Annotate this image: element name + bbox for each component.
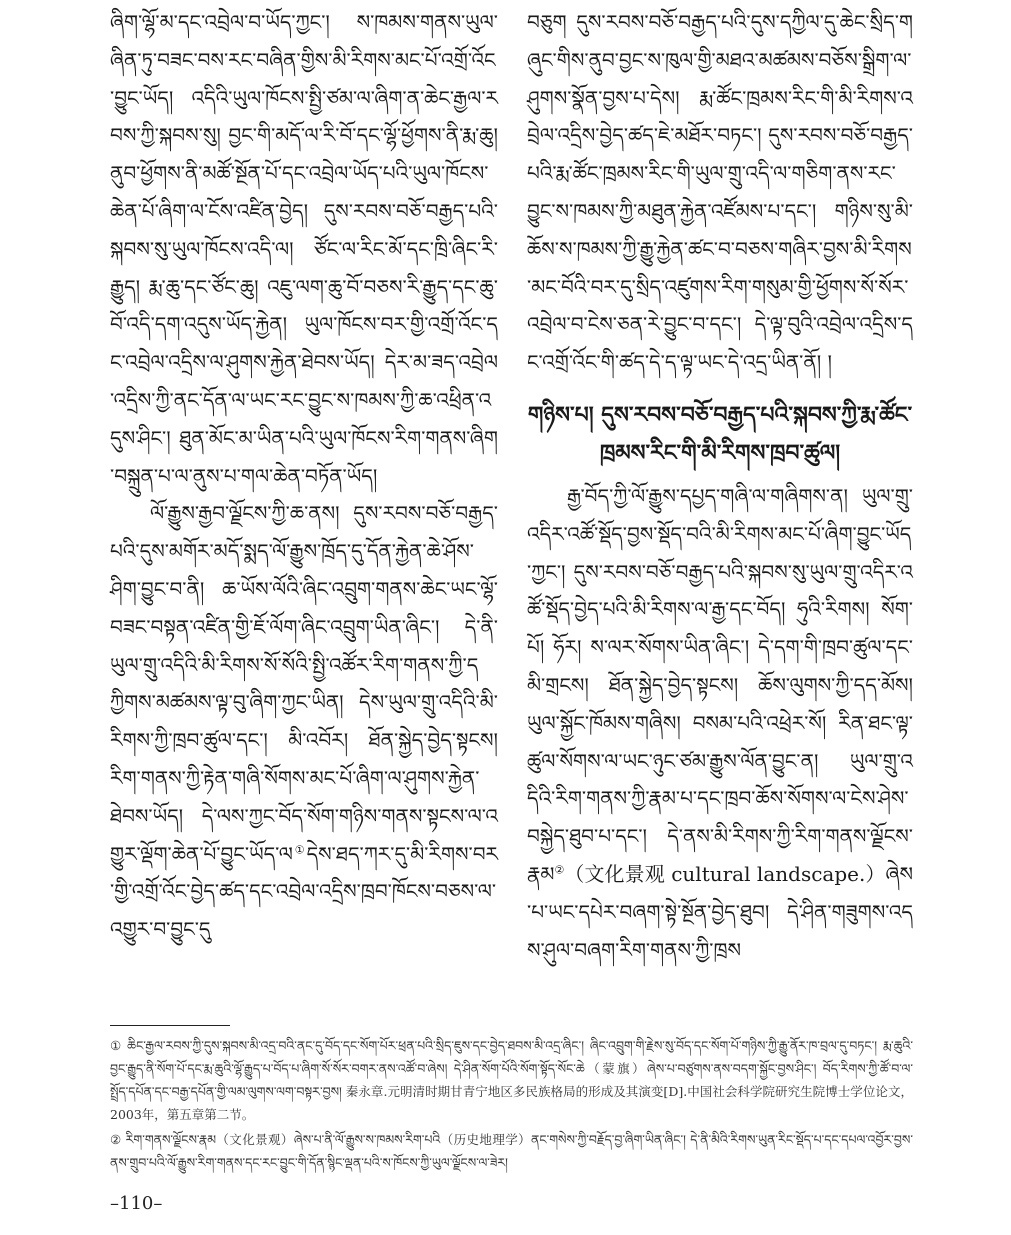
page-number: –110– — [110, 1193, 163, 1214]
paragraph-text: （文化景观 cultural landscape.） — [564, 861, 886, 886]
footnote-reference[interactable]: ① — [292, 842, 307, 856]
footnote — [110, 1034, 913, 1126]
footnote-reference[interactable]: ② — [554, 863, 565, 877]
body-paragraph — [110, 495, 498, 949]
footnote-text: ཆིང་རྒྱལ་རབས་ཀྱི་དུས་སྐབས་མི་འདྲ་བའི་ནང་དུ་བོད་དང་སོག་པོར་ཕྲན་པའི་སྲིད་ཇུས་དང་བྱེད་ཐབས་མི་འདྲ་ཞིང་། ཞིང་འབྲུག་གི་རྗེས་སུ་བོད་དང་སོག་པོ་གཉིས་ཀྱི་རྒྱུ་ནོར་ཁ་བྲལ་དུ་བཏང་། རྨ་ཆུའི་བྱང་རྒྱུད་ནི་སོག་པོ་དང་རྨ་ཆུའི་ལྷོ་རྒྱུད་པ་བོད་པ་ཞིག་སོ་སོར་བགར་ནས་འཚོ་བ་ཞེས། དེ་ཤིན་སོག་པོའི་སོག་སྟོད་སོང་ཆེ（蒙旗）ཞེས་པ་བཙུགས་ནས་བདག་སྐྱོང་བྱས་ཤིང་། བོད་རིགས་ཀྱི་ཚོ་བ་ལ་སྤྲོད་དཔོན་དང་བརྒྱ་དཔོན་གྱི་ལམ་ལུགས་ལག་བསྟར་བྱས། 秦永章.元明清时期甘青宁地区多民族格局的形成及其演变[D].中国社会科学院研究生院博士学位论文，2003年，第五章第二节。 — [110, 1038, 913, 1122]
footnote — [110, 1128, 913, 1174]
footnote-mark: ② — [110, 1132, 122, 1147]
paragraph-text: རྒྱ་བོད་ཀྱི་ལོ་རྒྱུས་དཔྱད་གཞི་ལ་གཞིགས་ན། ཡུལ་གྲུ་འདིར་འཚོ་སྡོད་བྱས་སྡོད་བའི་མི་རིགས་མང་པོ་ཞིག་བྱུང་ཡོད་ཀྱང་། དུས་རབས་བཅོ་བརྒྱད་པའི་སྐབས་སུ་ཡུལ་གྲུ་འདིར་འཚོ་སྡོད་བྱེད་པའི་མི་རིགས་ལ་རྒྱ་དང་བོད། ཧུའི་རིགས། སོག་པོ། ཧོར། ས་ལར་སོགས་ཡིན་ཞིང་། དེ་དག་གི་ཁྲབ་ཚུལ་དང་མི་གྲངས། ཐོན་སྐྱེད་བྱེད་སྟངས། ཆོས་ལུགས་ཀྱི་དད་མོས། ཡུལ་སྐྱོང་ཁོམས་གཞིས། བསམ་པའི་འཕྲེར་སོ། རིན་ཐང་ལྟ་ཚུལ་སོགས་ལ་ཡང་ཉུང་ཙམ་རྒྱུས་ལོན་བྱུང་ན། ཡུལ་གྲུ་འདིའི་རིག་གནས་ཀྱི་རྣམ་པ་དང་ཁྲབ་ཆོས་སོགས་ལ་ངེས་ཤེས་བསྐྱེད་ཐུབ་པ་དང་། དེ་ནས་མི་རིགས་ཀྱི་རིག་གནས་ལྗོངས་རྣམ — [527, 483, 913, 886]
body-paragraph — [527, 478, 913, 969]
paragraph-text: ཞེས་པ་ཡང་དཔེར་བཞག་སྟེ་སྔོན་བྱེད་ཐུབ། དེ་ཤིན་གཟུགས་འདས་ཤུལ་བཞག་རིག་གནས་ཀྱི་ཁྲས — [527, 861, 913, 962]
section-heading: གཉིས་པ། དུས་རབས་བཅོ་བརྒྱད་པའི་སྐབས་ཀྱི་རྨ་ཚོང་ཁྲམས་རིང་གི་མི་རིགས་ཁྲབ་ཚུལ། — [527, 401, 913, 466]
body-paragraph: ཞིག་ལྷོ་མ་དང་འབྲེལ་བ་ཡོད་ཀྱང་། ས་ཁམས་གནས་ཡུལ་ཞིན་ཏུ་བཟང་བས་རང་བཞིན་གྱིས་མི་རིགས་མང་པོ་འགྲོ་འོང་བྱུང་ཡོད། འདིའི་ཡུལ་ཁོངས་སྤྱི་ཙམ་ལ་ཞིག་ན་ཆེང་རྒྱལ་རབས་ཀྱི་སྐབས་སུ། བྱང་གི་མདོ་ལ་རི་བོ་དང་ལྷོ་ཕྱོགས་ནི་རྨ་ཆུ། ནུབ་ཕྱོགས་ནི་མཚོ་སྔོན་པོ་དང་འབྲེལ་ཡོད་པའི་ཡུལ་ཁོངས་ཆེན་པོ་ཞིག་ལ་ངོས་འཛིན་བྱེད། དུས་རབས་བཅོ་བརྒྱད་པའི་སྐབས་སུ་ཡུལ་ཁོངས་འདི་ལ། ཙོང་ལ་རིང་མོ་དང་ཁྲི་ཞིང་རི་རྒྱུད། རྨ་ཆུ་དང་ཙོང་ཆུ། འཇུ་ལག་ཆུ་བོ་བཅས་རི་རྒྱུད་དང་ཆུ་བོ་འདི་དག་འདུས་ཡོད་རྐྱེན། ཡུལ་ཁོངས་བར་གྱི་འགྲོ་འོང་དང་འབྲེལ་འདྲིས་ལ་ཤུགས་རྐྱེན་ཐེབས་ཡོད། དེར་མ་ཟད་འབྲེལ་འདྲིས་ཀྱི་ནང་དོན་ལ་ཡང་རང་བྱུང་ས་ཁམས་ཀྱི་ཆ་འཕྲིན་འདུས་ཤིང་། ཐུན་མོང་མ་ཡིན་པའི་ཡུལ་ཁོངས་རིག་གནས་ཞིག་བསྐྲུན་པ་ལ་ནུས་པ་གལ་ཆེན་བཏོན་ཡོད། — [110, 10, 498, 488]
footnote-mark: ① — [110, 1038, 124, 1053]
paragraph-text: ལོ་རྒྱུས་རྒྱབ་ལྗོངས་ཀྱི་ཆ་ནས། དུས་རབས་བཅོ་བརྒྱད་པའི་དུས་མགོར་མདོ་སྨད་ལོ་རྒྱུས་ཁྲོད་དུ་དོན་རྐྱེན་ཆེ་ཤོས་ཤིག་བྱུང་བ་ནི། ཆ་ཡོས་ལོའི་ཞིང་འབྲུག་གནས་ཆེང་ཡང་ལྷོ་བཟང་བསྟན་འཛིན་གྱི་ཇོ་ལོག་ཞིང་འབྲུག་ཡིན་ཞིང་། དེ་ནི་ཡུལ་གྲུ་འདིའི་མི་རིགས་སོ་སོའི་སྤྱི་འཚོར་རིག་གནས་ཀྱི་དཀྱིགས་མཚམས་ལྟ་བུ་ཞིག་ཀྱང་ཡིན། དེས་ཡུལ་གྲུ་འདིའི་མི་རིགས་ཀྱི་ཁྲབ་ཚུལ་དང་། མི་འབོར། ཐོན་སྐྱེད་བྱེད་སྟངས། རིག་གནས་ཀྱི་རྟེན་གཞི་སོགས་མང་པོ་ཞིག་ལ་ཤུགས་རྐྱེན་ཐེབས་ཡོད། དེ་ལས་ཀྱང་བོད་སོག་གཉིས་གནས་སྟངས་ལ་འགྱུར་ལྡོག་ཆེན་པོ་བྱུང་ཡོད་ལ — [110, 501, 498, 866]
footnote-text: རིག་གནས་ལྗོངས་རྣམ（文化景观）ཞེས་པ་ནི་ལོ་རྒྱུས་ས་ཁམས་རིག་པའི（历史地理学）ནང་གསེས་ཀྱི་བརྗོད་བྱ་ཞིག་ཡིན་ཞིང་། དེ་ནི་མིའི་རིགས་ཡུན་རིང་སྡོད་པ་དང་དཔལ་འབྱོར་བྱས་ནས་གྲུབ་པའི་ལོ་རྒྱུས་རིག་གནས་དང་རང་བྱུང་གི་དོན་སྙིང་ལྡན་པའི་ས་ཁོངས་ཀྱི་ཡུལ་ལྗོངས་ལ་ཟེར། — [110, 1132, 913, 1170]
footnote-divider — [110, 1025, 230, 1026]
right-column — [527, 4, 913, 969]
footnotes — [110, 1034, 913, 1176]
paragraph-text: དེས་ཐད་ཀར་དུ་མི་རིགས་བར་གྱི་འགྲོ་འོང་བྱེད་ཚད་དང་འབྲེལ་འདྲིས་ཁྲབ་ཁོངས་བཅས་ལ་འགྱུར་བ་བྱུང་དུ — [110, 841, 498, 942]
body-paragraph: བཅུག དུས་རབས་བཅོ་བརྒྱད་པའི་དུས་དཀྱིལ་དུ་ཆེང་སྲིད་གཞུང་གིས་ནུབ་བྱང་ས་ཁུལ་གྱི་མཐའ་མཚམས་བཅོས་སྒྲིག་ལ་ཤུགས་སྣོན་བྱས་པ་དེས། རྨ་ཚོང་ཁྲམས་རིང་གི་མི་རིགས་འབྲེལ་འདྲིས་བྱེད་ཚད་ཇེ་མཐོར་བཏང་། དུས་རབས་བཅོ་བརྒྱད་པའི་རྨ་ཚོང་ཁྲམས་རིང་གི་ཡུལ་གྲུ་འདི་ལ་གཅིག་ནས་རང་བྱུང་ས་ཁམས་ཀྱི་མཐུན་རྐྱེན་འཛོམས་པ་དང་། གཉིས་སུ་མི་ཆོས་ས་ཁམས་ཀྱི་རྒྱུ་རྐྱེན་ཚང་བ་བཅས་གཞིར་བྱས་མི་རིགས་མང་བོའི་བར་དུ་སྲིད་འཛུགས་རིག་གསུམ་གྱི་ཕྱོགས་སོ་སོར་འབྲེལ་བ་ངེས་ཅན་རེ་བྱུང་བ་དང་། དེ་ལྟ་བུའི་འབྲེལ་འདྲིས་དང་འགྲོ་འོང་གི་ཚད་དེ་ད་ལྟ་ཡང་དེ་འདྲ་ཡིན་ནོ། ། — [527, 10, 913, 375]
left-column — [110, 4, 498, 949]
